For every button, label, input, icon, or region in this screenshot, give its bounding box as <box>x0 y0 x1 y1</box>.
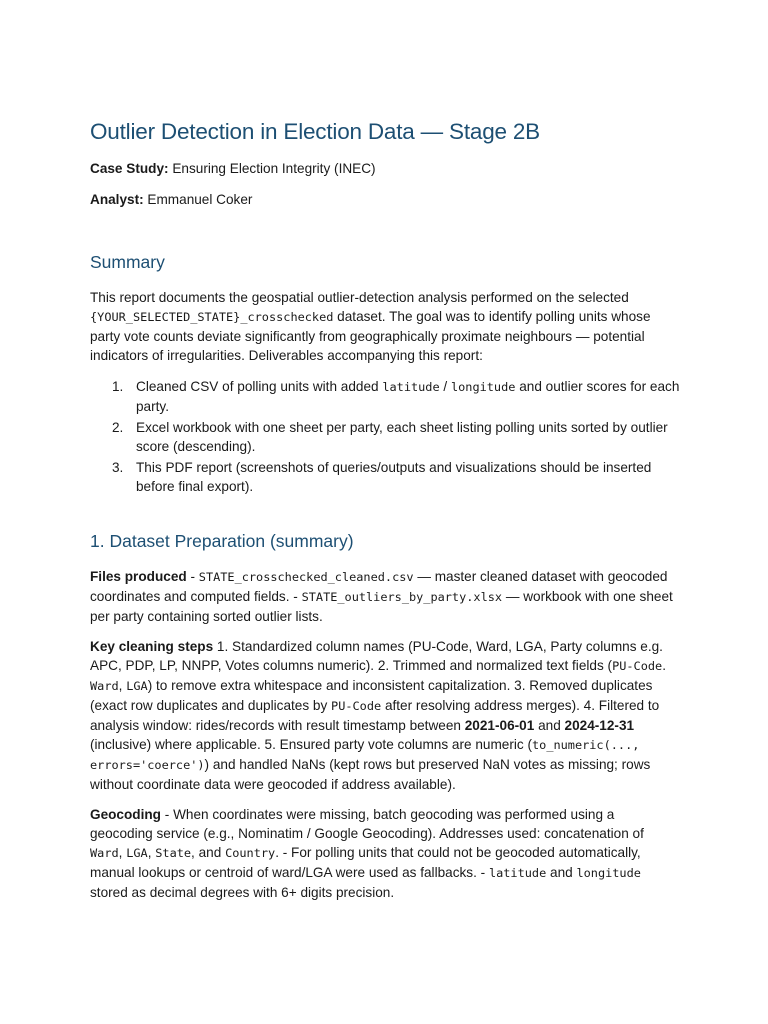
deliverable-item <box>90 458 680 496</box>
longitude-code: longitude <box>450 380 516 394</box>
files-produced-paragraph <box>90 567 680 626</box>
inline-code: PU-Code <box>331 699 382 713</box>
inline-code: to_numeric(..., errors='coerce') <box>90 738 640 772</box>
report-page <box>90 117 680 902</box>
deliverable-text: Excel workbook with one sheet per party, each sheet listing polling units sorted by outlier score (descending). <box>136 420 668 454</box>
list-number: 2. <box>112 420 124 435</box>
deliverable-item <box>90 377 680 416</box>
paragraph-text: - When coordinates were missing, batch geocoding was performed using a geocoding service (e.g., Nominatim / Google Geocoding). Addresses used: concatenation of <box>90 807 644 841</box>
summary-paragraph <box>90 288 680 365</box>
inline-code: Ward <box>90 679 119 693</box>
analyst-value: Emmanuel Coker <box>143 192 253 207</box>
report-title: Outlier Detection in Election Data — Stage 2B <box>90 119 540 144</box>
inline-code: State <box>155 846 192 860</box>
paragraph-text: , <box>118 845 127 860</box>
analyst-line <box>90 190 680 209</box>
cleaned-csv-filename: STATE_crosschecked_cleaned.csv <box>198 570 414 584</box>
paragraph-text: - <box>186 569 199 584</box>
paragraph-text: ) to remove extra whitespace and inconsistent capitalization. 3. Removed duplicates (exact row duplicates and duplicates by <box>90 678 653 713</box>
paragraph-text: and <box>534 718 565 733</box>
case-study-line <box>90 159 680 178</box>
summary-heading: Summary <box>90 252 165 272</box>
paragraph-text: 1. Standardized column names (PU-Code, Ward, LGA, Party columns e.g. APC, PDP, LP, NNPP, Votes columns numeric). 2. Trimmed and normalized text fields ( <box>90 639 663 673</box>
inline-code: Ward <box>90 846 119 860</box>
cleaning-steps-label: Key cleaning steps <box>90 639 214 654</box>
case-study-label: Case Study: <box>90 161 169 176</box>
paragraph-text: stored as decimal degrees with 6+ digits precision. <box>90 885 395 900</box>
inline-code: latitude <box>488 866 547 880</box>
deliverable-text: This PDF report (screenshots of queries/outputs and visualizations should be inserted before final export). <box>136 460 652 494</box>
analyst-label: Analyst: <box>90 192 144 207</box>
deliverables-list <box>90 377 680 496</box>
summary-text-2: dataset. The goal was to identify polling units whose party vote counts deviate significantly from geographically proximate neighbours — potential indicators of irregularities. Deliverables accompanying this report: <box>90 309 651 363</box>
paragraph-text: . - For polling units that could not be geocoded automatically, manual lookups or centroid of ward/LGA were used as fallbacks. - <box>90 845 641 880</box>
deliverable-text: Cleaned CSV of polling units with added <box>136 379 383 394</box>
inline-code: longitude <box>576 866 641 880</box>
geocoding-label: Geocoding <box>90 807 161 822</box>
list-number: 1. <box>112 379 124 394</box>
geocoding-paragraph <box>90 805 680 902</box>
paragraph-text: , <box>118 678 127 693</box>
paragraph-text: , and <box>191 845 226 860</box>
inline-code: Country <box>225 846 276 860</box>
section-1-heading: 1. Dataset Preparation (summary) <box>90 531 354 551</box>
list-number: 3. <box>112 460 124 475</box>
latitude-code: latitude <box>382 380 440 394</box>
paragraph-text: — workbook with one sheet per party containing sorted outlier lists. <box>90 589 673 624</box>
paragraph-text: (inclusive) where applicable. 5. Ensured party vote columns are numeric ( <box>90 737 532 752</box>
summary-text-1: This report documents the geospatial outlier-detection analysis performed on the selected <box>90 290 629 305</box>
paragraph-text: — master cleaned dataset with geocoded coordinates and computed fields. - <box>90 569 668 604</box>
paragraph-text: ) and handled NaNs (kept rows but preserved NaN votes as missing; rows without coordinate data were geocoded if address available). <box>90 757 651 792</box>
case-study-value: Ensuring Election Integrity (INEC) <box>168 161 376 176</box>
paragraph-text: and <box>546 865 577 880</box>
inline-code: PU-Code <box>612 659 663 673</box>
deliverable-text: and outlier scores for each party. <box>136 379 680 414</box>
cleaning-steps-paragraph <box>90 637 680 794</box>
dataset-name-code: {YOUR_SELECTED_STATE}_crosschecked <box>90 310 334 324</box>
inline-code: LGA <box>126 846 148 860</box>
end-date: 2024-12-31 <box>564 718 635 733</box>
deliverable-item <box>90 418 680 456</box>
start-date: 2021-06-01 <box>464 718 535 733</box>
deliverable-separator: / <box>439 379 451 394</box>
inline-code: LGA <box>126 679 148 693</box>
paragraph-text: , <box>147 845 156 860</box>
outliers-xlsx-filename: STATE_outliers_by_party.xlsx <box>301 590 503 604</box>
files-produced-label: Files produced <box>90 569 187 584</box>
paragraph-text: . <box>662 658 666 673</box>
paragraph-text: after resolving address merges). 4. Filtered to analysis window: rides/records with result timestamp between <box>90 698 660 733</box>
